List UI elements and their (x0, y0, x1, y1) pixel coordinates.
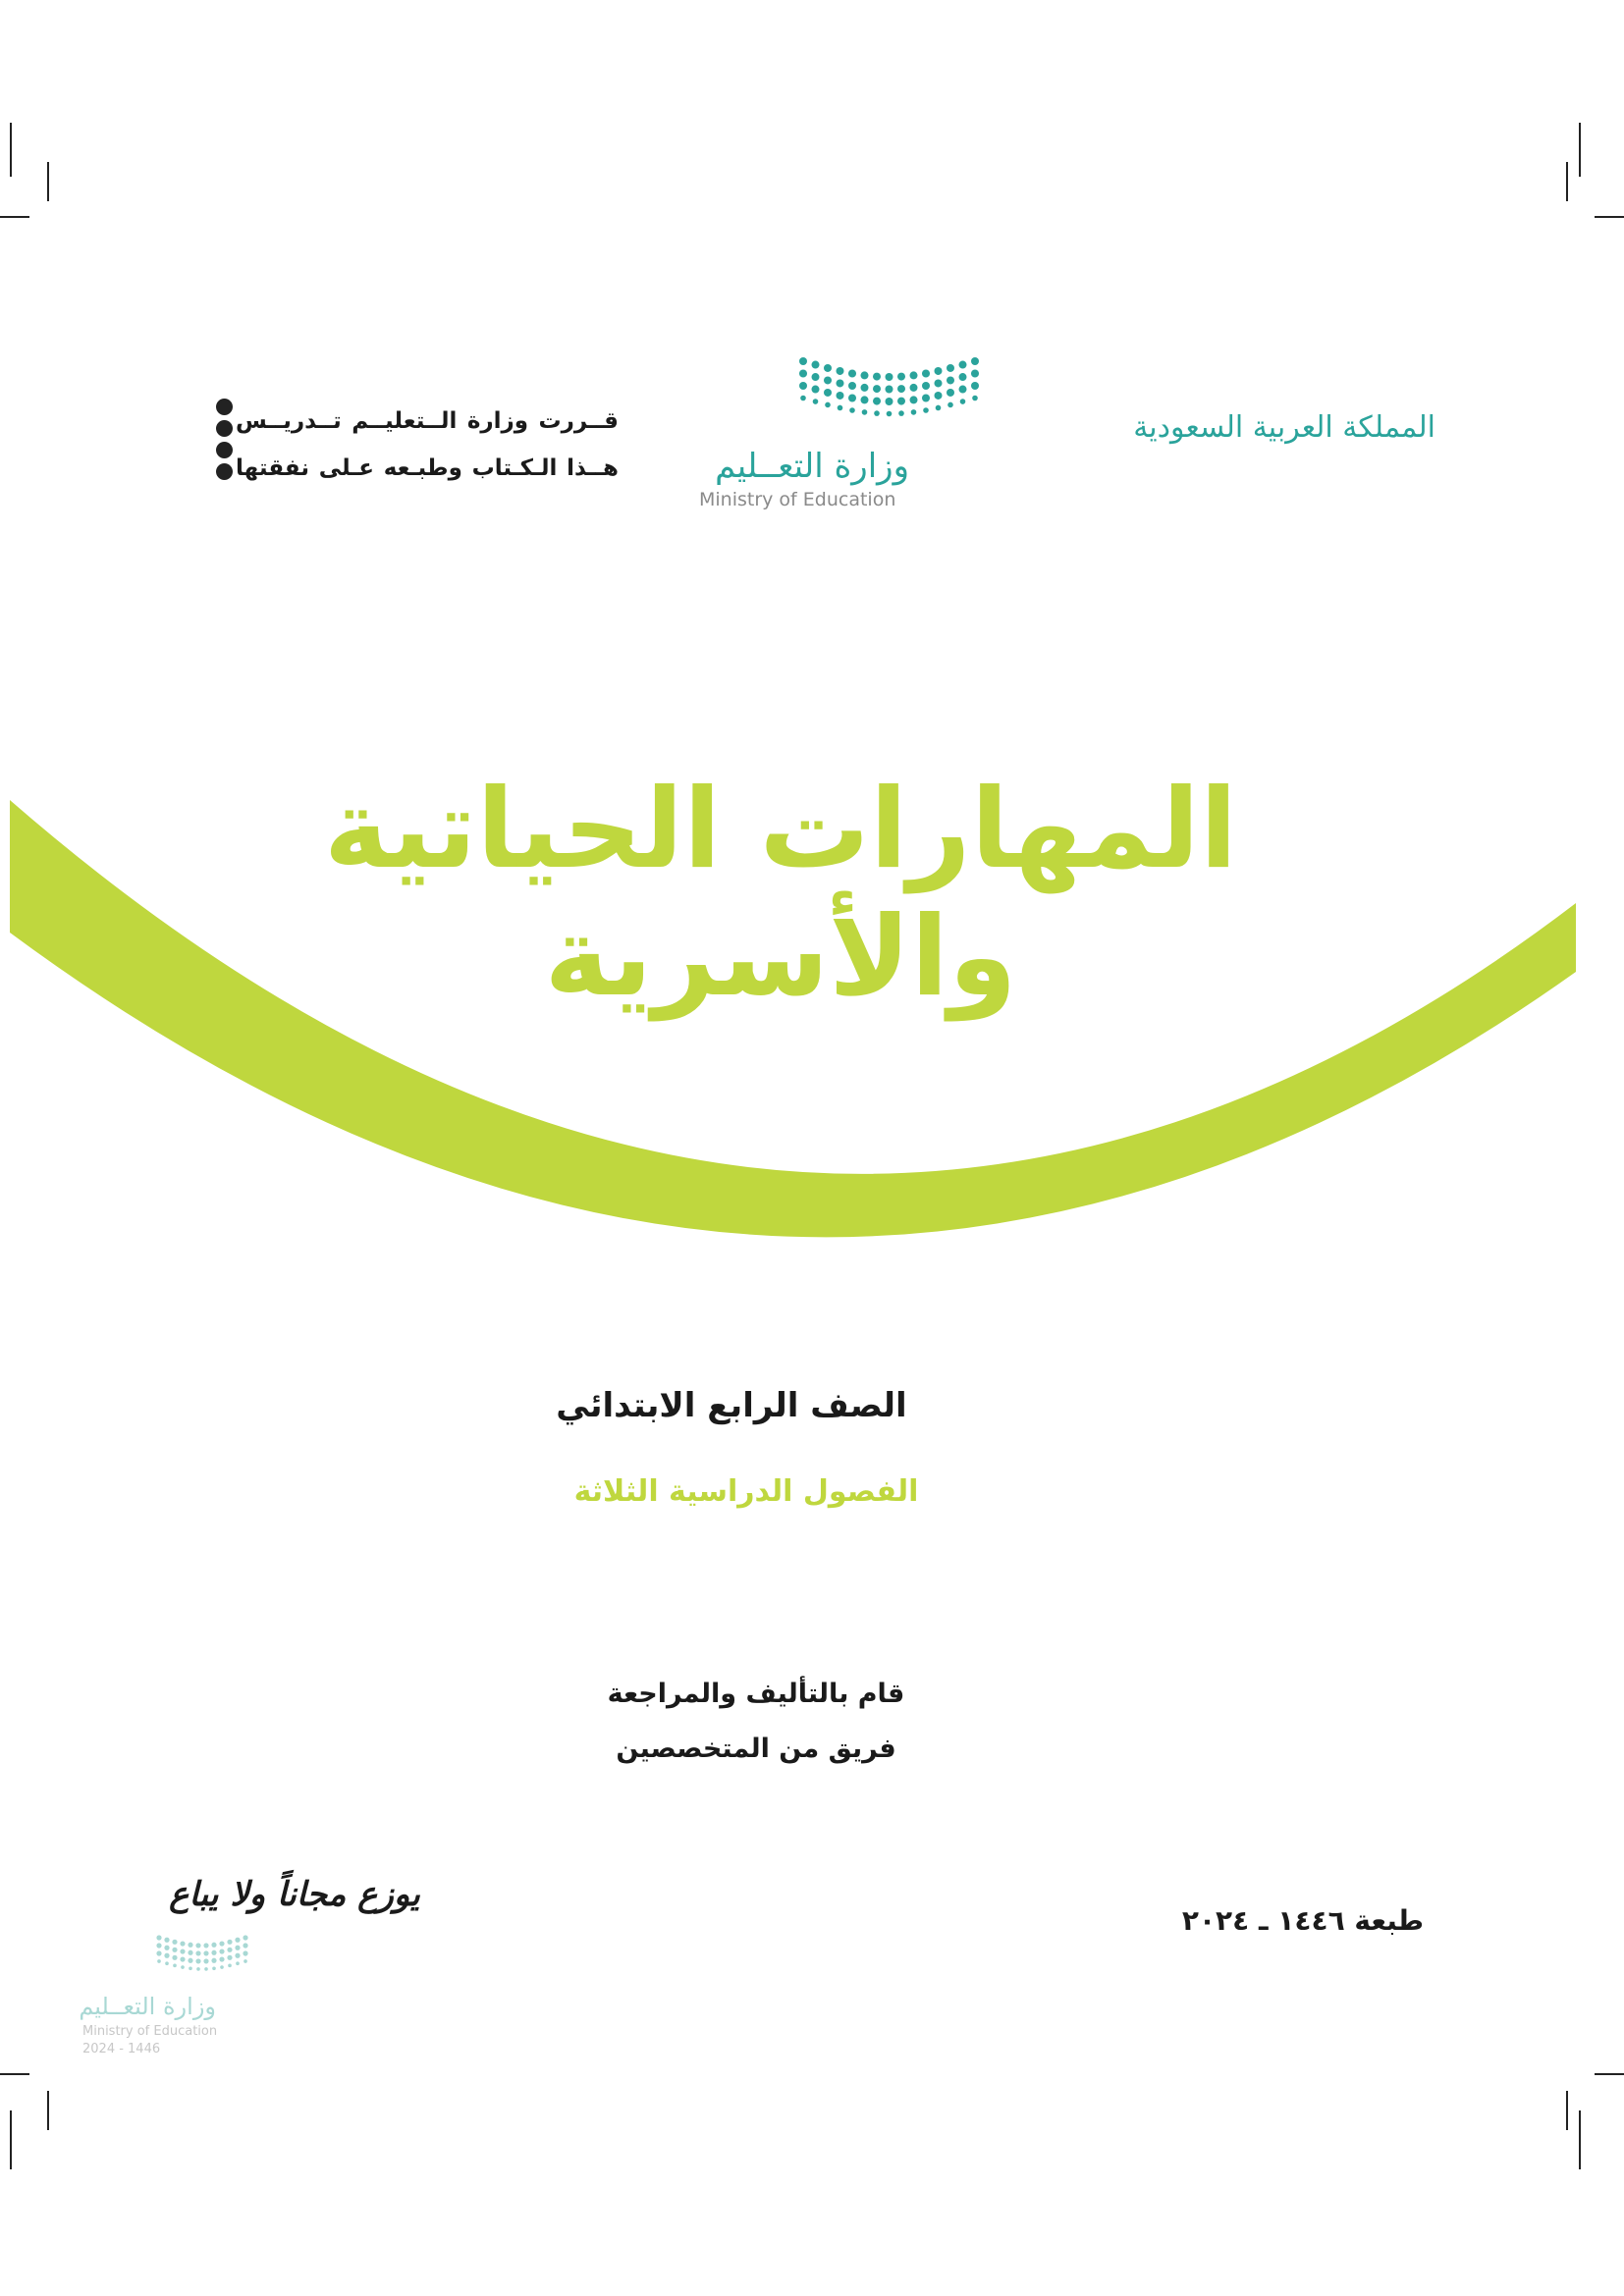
logo-dot (219, 1941, 224, 1946)
logo-dot (887, 411, 893, 417)
logo-dot (235, 1953, 240, 1958)
crop-mark-icon (10, 2110, 12, 2169)
bullet-dot-icon (216, 420, 233, 437)
logo-dot (799, 382, 807, 390)
moe-watermark-logo-icon (147, 1934, 304, 1993)
logo-dot (227, 1940, 232, 1945)
logo-dot (180, 1941, 185, 1946)
crop-mark-icon (1579, 2110, 1581, 2169)
logo-dot (235, 1938, 240, 1943)
logo-dot (203, 1943, 208, 1948)
crop-mark-icon (1566, 162, 1568, 201)
logo-dot (873, 373, 881, 381)
logo-dot (165, 1961, 169, 1965)
logo-dot (911, 409, 917, 415)
bullet-dots (216, 399, 236, 485)
logo-dot (235, 1946, 240, 1950)
crop-mark-icon (1566, 2091, 1568, 2130)
logo-dot (862, 409, 868, 415)
logo-dot (873, 385, 881, 393)
logo-dot (188, 1943, 192, 1948)
logo-dot (922, 382, 930, 390)
logo-dot (236, 1961, 240, 1965)
crop-mark-icon (47, 2091, 49, 2130)
watermark-ministry-arabic: وزارة التعــليم (79, 1993, 216, 2020)
crop-mark-icon (1595, 2073, 1624, 2075)
logo-dot (800, 396, 806, 401)
logo-dot (959, 373, 967, 381)
logo-dot (188, 1950, 192, 1955)
logo-dot (922, 370, 930, 378)
logo-dot (897, 385, 905, 393)
logo-dot (848, 382, 856, 390)
ministry-name-english: Ministry of Education (699, 489, 896, 510)
logo-dot (848, 370, 856, 378)
crop-mark-icon (10, 123, 12, 177)
logo-dot (173, 1964, 177, 1968)
logo-dot (156, 1943, 161, 1948)
logo-dot (219, 1949, 224, 1953)
logo-dot (812, 373, 820, 381)
book-title: المهارات الحياتية والأسرية (323, 766, 1238, 1021)
logo-dot (195, 1958, 200, 1963)
logo-dot (922, 395, 930, 402)
bullet-dot-icon (216, 442, 233, 458)
logo-dot (935, 392, 943, 400)
logo-dot (164, 1953, 169, 1958)
logo-dot (886, 386, 893, 394)
crop-mark-icon (1579, 123, 1581, 177)
logo-dot (825, 402, 831, 408)
logo-dot (813, 399, 819, 404)
kingdom-name: المملكة العربية السعودية (1133, 410, 1435, 445)
logo-dot (897, 373, 905, 381)
edition-label: طبعة ١٤٤٦ ـ ٢٠٢٤ (1181, 1904, 1424, 1937)
logo-dot (824, 376, 832, 384)
bullet-dot-icon (216, 463, 233, 480)
logo-dot (971, 357, 979, 365)
logo-dot (212, 1966, 216, 1970)
logo-dot (935, 379, 943, 387)
logo-dot (188, 1958, 192, 1963)
logo-dot (164, 1938, 169, 1943)
logo-dot (861, 371, 869, 379)
watermark-ministry-english: Ministry of Education (82, 2024, 218, 2039)
logo-dot (947, 364, 954, 372)
logo-dot (837, 367, 844, 375)
logo-dot (172, 1948, 177, 1952)
logo-dot (203, 1958, 208, 1963)
logo-dot (172, 1955, 177, 1960)
crop-mark-icon (1595, 216, 1624, 218)
logo-dot (195, 1950, 200, 1955)
logo-dot (243, 1935, 247, 1940)
logo-dot (195, 1943, 200, 1948)
bullet-dot-icon (216, 399, 233, 415)
logo-dot (971, 370, 979, 378)
logo-dot (886, 373, 893, 381)
logo-dot (897, 398, 905, 405)
logo-dot (156, 1935, 161, 1940)
logo-dot (910, 384, 918, 392)
authors-line-2: فريق من المتخصصين (616, 1734, 896, 1764)
logo-dot (947, 402, 953, 408)
crop-mark-icon (0, 2073, 29, 2075)
logo-dot (157, 1959, 161, 1963)
logo-dot (837, 392, 844, 400)
logo-dot (799, 357, 807, 365)
logo-dot (910, 371, 918, 379)
watermark-year: 2024 - 1446 (82, 2042, 161, 2056)
logo-dot (243, 1943, 247, 1948)
logo-dot (849, 407, 855, 413)
logo-dot (861, 396, 869, 403)
decree-line-1: قــررت وزارة الــتعليــم تــدريــس (236, 408, 619, 434)
logo-dot (220, 1965, 224, 1969)
logo-dot (227, 1948, 232, 1952)
logo-dot (947, 376, 954, 384)
logo-dot (211, 1958, 216, 1963)
logo-dot (180, 1956, 185, 1961)
logo-dot (971, 382, 979, 390)
logo-dot (211, 1943, 216, 1948)
logo-dot (164, 1946, 169, 1950)
decree-text (236, 398, 619, 492)
logo-dot (873, 398, 881, 405)
logo-dot (910, 396, 918, 403)
logo-dot (799, 370, 807, 378)
authors-line-1: قام بالتأليف والمراجعة (607, 1679, 905, 1709)
logo-dot (824, 364, 832, 372)
logo-dot (898, 410, 904, 416)
crop-mark-icon (0, 216, 29, 218)
logo-dot (196, 1967, 200, 1971)
logo-dot (838, 405, 843, 411)
logo-dot (812, 361, 820, 369)
logo-dot (923, 407, 929, 413)
logo-dot (936, 405, 942, 411)
logo-dot (947, 389, 954, 397)
logo-dot (874, 410, 880, 416)
logo-dot (189, 1966, 192, 1970)
logo-dot (228, 1964, 232, 1968)
crop-mark-icon (47, 162, 49, 201)
logo-dot (180, 1949, 185, 1953)
logo-dot (959, 361, 967, 369)
logo-dot (812, 386, 820, 394)
logo-dot (219, 1956, 224, 1961)
authors-block (550, 1667, 962, 1777)
logo-dot (156, 1950, 161, 1955)
decree-line-2: هــذا الـكـتاب وطبـعه عـلى نفقتها (236, 455, 619, 481)
grade-level: الصف الرابع الابتدائي (556, 1386, 907, 1425)
free-distribution-note: يوزع مجاناً ولا يباع (169, 1875, 420, 1914)
logo-dot (886, 398, 893, 405)
logo-dot (204, 1967, 208, 1971)
logo-dot (243, 1950, 247, 1955)
logo-dot (211, 1950, 216, 1955)
logo-dot (935, 367, 943, 375)
logo-dot (824, 389, 832, 397)
logo-dot (203, 1950, 208, 1955)
semesters: الفصول الدراسية الثلاثة (573, 1474, 919, 1509)
logo-dot (172, 1940, 177, 1945)
logo-dot (959, 386, 967, 394)
logo-dot (848, 395, 856, 402)
logo-dot (837, 379, 844, 387)
logo-dot (861, 384, 869, 392)
logo-dot (960, 399, 966, 404)
logo-dot (227, 1955, 232, 1960)
logo-dot (972, 396, 978, 401)
logo-dot (181, 1965, 185, 1969)
ministry-name-arabic: وزارة التعــليم (715, 447, 909, 486)
logo-dot (244, 1959, 247, 1963)
